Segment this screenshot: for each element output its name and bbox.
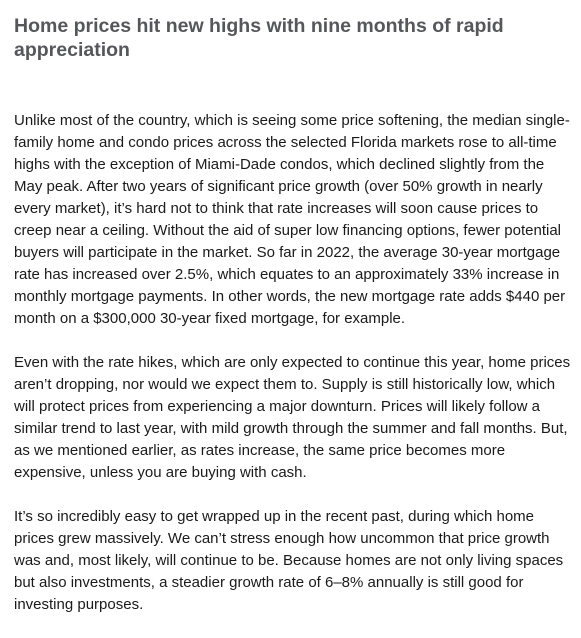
article-body <box>14 110 576 616</box>
article-headline: Home prices hit new highs with nine months of rapid appreciation <box>14 15 504 61</box>
article-paragraph: Even with the rate hikes, which are only expected to continue this year, home prices aren’t dropping, nor would we expect them to. Supply is still historically low, which will protect prices from experiencing a major downturn. Prices will likely follow a similar trend to last year, with mild growth through the summer and fall months. But, as we mentioned earlier, as rates increase, the same price becomes more expensive, unless you are buying with cash. <box>14 354 571 481</box>
article-paragraph: Unlike most of the country, which is seeing some price softening, the median single-family home and condo prices across the selected Florida markets rose to all-time highs with the exception of Miami-Dade condos, which declined slightly from the May peak. After two years of significant price growth (over 50% growth in nearly every market), it’s hard not to think that rate increases will soon cause prices to creep near a ceiling. Without the aid of super low financing options, fewer potential buyers will participate in the market. So far in 2022, the average 30-year mortgage rate has increased over 2.5%, which equates to an approximately 33% increase in monthly mortgage payments. In other words, the new mortgage rate adds $440 per month on a $300,000 30-year fixed mortgage, for example. <box>14 112 570 327</box>
article <box>14 14 576 638</box>
article-paragraph: It’s so incredibly easy to get wrapped up in the recent past, during which home prices grew massively. We can’t stress enough how uncommon that price growth was and, most likely, will continue to be. Because homes are not only living spaces but also investments, a steadier growth rate of 6–8% annually is still good for investing purposes. <box>14 508 564 613</box>
